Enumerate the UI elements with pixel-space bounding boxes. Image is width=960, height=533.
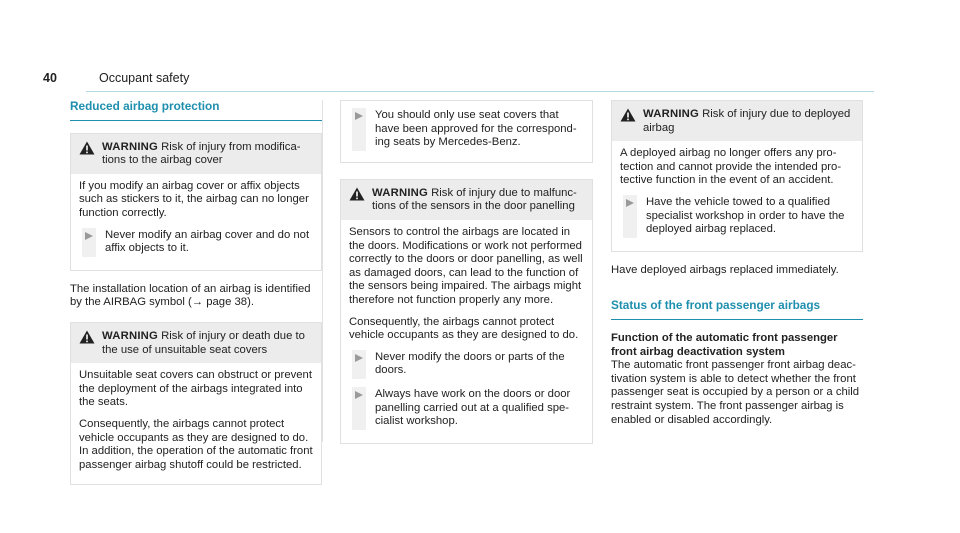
column-1 <box>70 100 322 497</box>
instruction-step <box>620 196 854 237</box>
body-paragraph: The automatic front passenger front airbag deactivation system is able to detect whether the front passenger seat is occupied by a person or a child restraint system. The front passenger airbag is enabled or disabled accordingly. <box>611 359 860 426</box>
instruction-step <box>79 229 313 256</box>
step-text: You should only use seat covers that have been approved for the corresponding seats by Mercedes-Benz. <box>375 109 577 149</box>
warning-label: WARNING <box>372 186 428 199</box>
warning-label: WARNING <box>102 329 158 342</box>
warning-text: If you modify an airbag cover or affix objects such as stickers to it, the airbag can no longer function correctly. <box>79 179 309 219</box>
warning-triangle-icon <box>349 187 365 201</box>
header-rule <box>86 91 874 92</box>
column-3 <box>611 100 863 439</box>
warning-text: Consequently, the airbags cannot protect vehicle occupants as they are designed to do. In addition, the operation of the automatic front passenger airbag shutoff could be restricted. <box>79 417 313 471</box>
warning-header <box>71 134 321 174</box>
warning-triangle-icon <box>79 330 95 344</box>
body-paragraph: The installation location of an airbag is identified by the AIRBAG symbol (→ page 38). <box>70 282 311 309</box>
section-heading: Reduced airbag protection <box>70 100 322 121</box>
step-arrow-icon <box>355 354 363 362</box>
warning-title: Risk of injury from modifications to the airbag cover <box>102 140 301 167</box>
step-arrow-icon <box>85 232 93 240</box>
step-arrow-icon <box>355 391 363 399</box>
subheading: Function of the automatic front passenger front airbag deactivation system <box>611 331 838 358</box>
warning-text: Sensors to control the airbags are located in the doors. Modifications or work not performed correctly to the doors or door panelling, as well as damaged doors, can lead to the function of the sensors being impaired. The airbags might therefore not function properly any more. <box>349 225 583 306</box>
warning-title: Risk of injury due to malfunctions of the sensors in the door panelling <box>372 186 577 213</box>
warning-text: A deployed airbag no longer offers any protection and cannot provide the intended protective function in the event of an accident. <box>620 147 842 187</box>
warning-box <box>70 133 322 271</box>
instruction-step <box>349 388 584 429</box>
warning-header <box>71 323 321 363</box>
warning-header <box>341 180 592 220</box>
warning-box <box>70 322 322 485</box>
warning-label: WARNING <box>102 140 158 153</box>
warning-body <box>612 141 862 251</box>
warning-label: WARNING <box>643 108 699 120</box>
step-text: Never modify the doors or parts of the doors. <box>375 350 565 377</box>
warning-triangle-icon <box>620 108 636 122</box>
step-arrow-icon <box>626 199 634 207</box>
continued-box <box>340 100 593 163</box>
step-text: Always have work on the doors or door panelling carried out at a qualified specialist workshop. <box>375 387 571 428</box>
step-text: Have the vehicle towed to a qualified specialist workshop in order to have the deployed airbag replaced. <box>646 195 845 236</box>
page-number: 40 <box>43 71 57 85</box>
warning-header <box>612 101 862 141</box>
step-text: Never modify an airbag cover and do not affix objects to it. <box>105 228 310 255</box>
warning-body <box>71 174 321 270</box>
warning-text: Unsuitable seat covers can obstruct or prevent the deployment of the airbags integrated into the seats. <box>79 369 312 409</box>
warning-body <box>341 220 592 443</box>
step-arrow-icon <box>355 112 363 120</box>
column-2 <box>340 100 593 456</box>
warning-body <box>71 363 321 484</box>
section-heading: Status of the front passenger airbags <box>611 299 863 320</box>
instruction-step <box>349 351 584 378</box>
warning-title: Risk of injury due to deployed airbag <box>643 108 851 134</box>
page-header-title: Occupant safety <box>99 71 190 85</box>
warning-box <box>611 100 863 252</box>
body-paragraph: Have deployed airbags replaced immediately. <box>611 263 839 276</box>
warning-text: Consequently, the airbags cannot protect vehicle occupants as they are designed to do. <box>349 315 579 342</box>
warning-title: Risk of injury or death due to the use of unsuitable seat covers <box>102 329 305 356</box>
warning-box <box>340 179 593 444</box>
instruction-step <box>349 109 584 150</box>
column-divider <box>322 100 323 442</box>
warning-triangle-icon <box>79 141 95 155</box>
